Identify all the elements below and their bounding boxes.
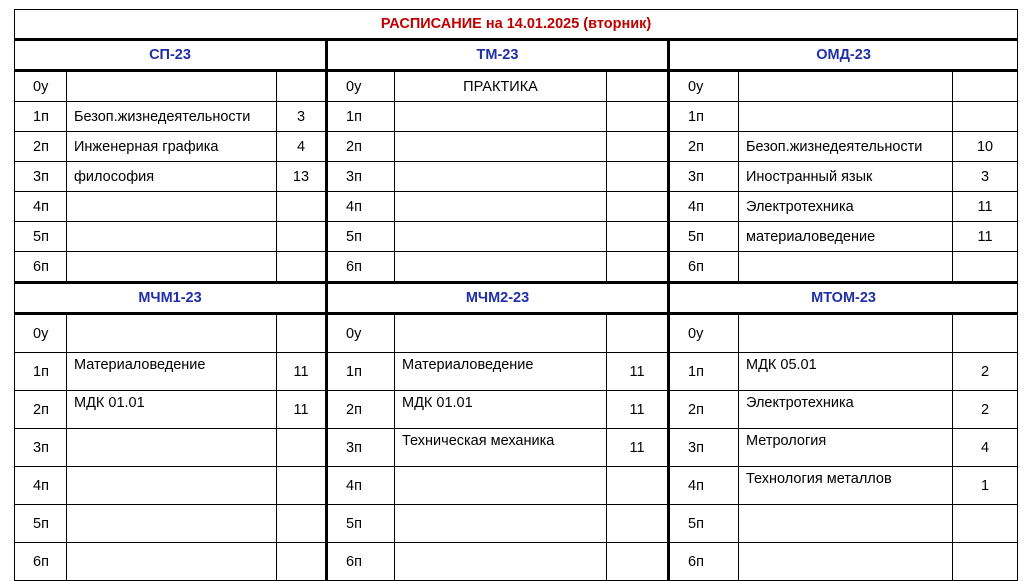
subject-cell: Технология металлов	[739, 467, 953, 505]
schedule-row	[15, 505, 1018, 543]
period-number: 1п	[327, 102, 395, 132]
subject-cell	[395, 314, 607, 353]
period-number: 1п	[15, 353, 67, 391]
schedule-table	[14, 9, 1018, 581]
room-number	[953, 314, 1018, 353]
subject-cell	[739, 505, 953, 543]
subject-cell	[739, 314, 953, 353]
room-number: 4	[277, 132, 327, 162]
period-number: 5п	[327, 505, 395, 543]
subject-cell: материаловедение	[739, 222, 953, 252]
room-number	[607, 222, 669, 252]
subject-cell	[739, 543, 953, 581]
group-name: МЧМ1-23	[15, 283, 327, 314]
room-number	[953, 252, 1018, 283]
room-number	[607, 102, 669, 132]
room-number: 10	[953, 132, 1018, 162]
subject-cell	[67, 192, 277, 222]
room-number: 11	[277, 353, 327, 391]
group-header-row	[15, 40, 1018, 71]
room-number	[607, 467, 669, 505]
subject-cell	[67, 429, 277, 467]
period-number: 4п	[327, 467, 395, 505]
period-number: 6п	[15, 252, 67, 283]
room-number	[953, 71, 1018, 102]
room-number	[953, 543, 1018, 581]
subject-cell: Электротехника	[739, 192, 953, 222]
subject-cell	[395, 222, 607, 252]
period-number: 4п	[15, 192, 67, 222]
room-number	[277, 467, 327, 505]
subject-cell	[395, 543, 607, 581]
period-number: 5п	[669, 505, 739, 543]
period-number: 6п	[669, 543, 739, 581]
period-number: 0у	[15, 314, 67, 353]
room-number: 11	[607, 391, 669, 429]
room-number: 11	[607, 429, 669, 467]
room-number: 11	[953, 192, 1018, 222]
room-number	[607, 132, 669, 162]
schedule-row	[15, 71, 1018, 102]
room-number	[607, 71, 669, 102]
period-number: 4п	[669, 192, 739, 222]
room-number	[277, 71, 327, 102]
period-number: 1п	[15, 102, 67, 132]
subject-cell: Материаловедение	[395, 353, 607, 391]
schedule-row	[15, 314, 1018, 353]
group-name: МЧМ2-23	[327, 283, 669, 314]
subject-cell: МДК 01.01	[395, 391, 607, 429]
period-number: 5п	[15, 222, 67, 252]
subject-cell	[395, 132, 607, 162]
period-number: 4п	[15, 467, 67, 505]
period-number: 0у	[669, 314, 739, 353]
period-number: 5п	[669, 222, 739, 252]
schedule-row	[15, 132, 1018, 162]
room-number	[277, 222, 327, 252]
period-number: 6п	[327, 543, 395, 581]
subject-cell: Безоп.жизнедеятельности	[739, 132, 953, 162]
subject-cell	[395, 162, 607, 192]
room-number	[277, 252, 327, 283]
period-number: 0у	[669, 71, 739, 102]
room-number	[277, 429, 327, 467]
subject-cell	[67, 467, 277, 505]
period-number: 3п	[327, 429, 395, 467]
room-number: 13	[277, 162, 327, 192]
subject-cell	[395, 102, 607, 132]
schedule-row	[15, 391, 1018, 429]
subject-cell: Электротехника	[739, 391, 953, 429]
period-number: 2п	[327, 132, 395, 162]
subject-cell: ПРАКТИКА	[395, 71, 607, 102]
schedule-row	[15, 429, 1018, 467]
schedule-row	[15, 192, 1018, 222]
room-number: 3	[953, 162, 1018, 192]
period-number: 2п	[327, 391, 395, 429]
period-number: 5п	[15, 505, 67, 543]
subject-cell	[739, 252, 953, 283]
room-number: 11	[607, 353, 669, 391]
room-number	[277, 543, 327, 581]
subject-cell	[67, 71, 277, 102]
room-number	[953, 505, 1018, 543]
period-number: 6п	[15, 543, 67, 581]
room-number	[607, 192, 669, 222]
period-number: 2п	[15, 391, 67, 429]
subject-cell: Инженерная графика	[67, 132, 277, 162]
room-number: 2	[953, 391, 1018, 429]
subject-cell: Безоп.жизнедеятельности	[67, 102, 277, 132]
schedule-row	[15, 102, 1018, 132]
room-number: 3	[277, 102, 327, 132]
subject-cell: Материаловедение	[67, 353, 277, 391]
subject-cell	[395, 192, 607, 222]
room-number	[607, 543, 669, 581]
subject-cell	[67, 222, 277, 252]
room-number: 4	[953, 429, 1018, 467]
group-name: СП-23	[15, 40, 327, 71]
period-number: 3п	[669, 162, 739, 192]
room-number	[953, 102, 1018, 132]
schedule-row	[15, 222, 1018, 252]
subject-cell: МДК 01.01	[67, 391, 277, 429]
period-number: 6п	[327, 252, 395, 283]
room-number	[607, 314, 669, 353]
period-number: 6п	[669, 252, 739, 283]
room-number: 11	[953, 222, 1018, 252]
subject-cell	[395, 252, 607, 283]
subject-cell	[395, 505, 607, 543]
subject-cell: Метрология	[739, 429, 953, 467]
group-header-row	[15, 283, 1018, 314]
period-number: 3п	[15, 429, 67, 467]
schedule-title: РАСПИСАНИЕ на 14.01.2025 (вторник)	[15, 10, 1018, 40]
period-number: 3п	[327, 162, 395, 192]
period-number: 1п	[327, 353, 395, 391]
period-number: 0у	[327, 71, 395, 102]
subject-cell: МДК 05.01	[739, 353, 953, 391]
period-number: 3п	[15, 162, 67, 192]
period-number: 5п	[327, 222, 395, 252]
group-name: ТМ-23	[327, 40, 669, 71]
schedule-row	[15, 162, 1018, 192]
group-name: ОМД-23	[669, 40, 1018, 71]
room-number	[607, 252, 669, 283]
room-number: 11	[277, 391, 327, 429]
period-number: 2п	[669, 132, 739, 162]
subject-cell	[67, 314, 277, 353]
subject-cell	[67, 252, 277, 283]
period-number: 4п	[327, 192, 395, 222]
schedule-row	[15, 543, 1018, 581]
subject-cell: философия	[67, 162, 277, 192]
room-number	[277, 505, 327, 543]
room-number	[607, 162, 669, 192]
period-number: 0у	[15, 71, 67, 102]
group-name: МТОМ-23	[669, 283, 1018, 314]
schedule-row	[15, 252, 1018, 283]
period-number: 3п	[669, 429, 739, 467]
subject-cell: Иностранный язык	[739, 162, 953, 192]
room-number	[277, 314, 327, 353]
subject-cell: Техническая механика	[395, 429, 607, 467]
room-number: 1	[953, 467, 1018, 505]
period-number: 1п	[669, 353, 739, 391]
room-number: 2	[953, 353, 1018, 391]
subject-cell	[395, 467, 607, 505]
period-number: 4п	[669, 467, 739, 505]
period-number: 1п	[669, 102, 739, 132]
subject-cell	[67, 543, 277, 581]
period-number: 0у	[327, 314, 395, 353]
schedule-row	[15, 353, 1018, 391]
period-number: 2п	[669, 391, 739, 429]
subject-cell	[739, 102, 953, 132]
room-number	[277, 192, 327, 222]
subject-cell	[739, 71, 953, 102]
title-row	[15, 10, 1018, 40]
room-number	[607, 505, 669, 543]
period-number: 2п	[15, 132, 67, 162]
schedule-row	[15, 467, 1018, 505]
subject-cell	[67, 505, 277, 543]
